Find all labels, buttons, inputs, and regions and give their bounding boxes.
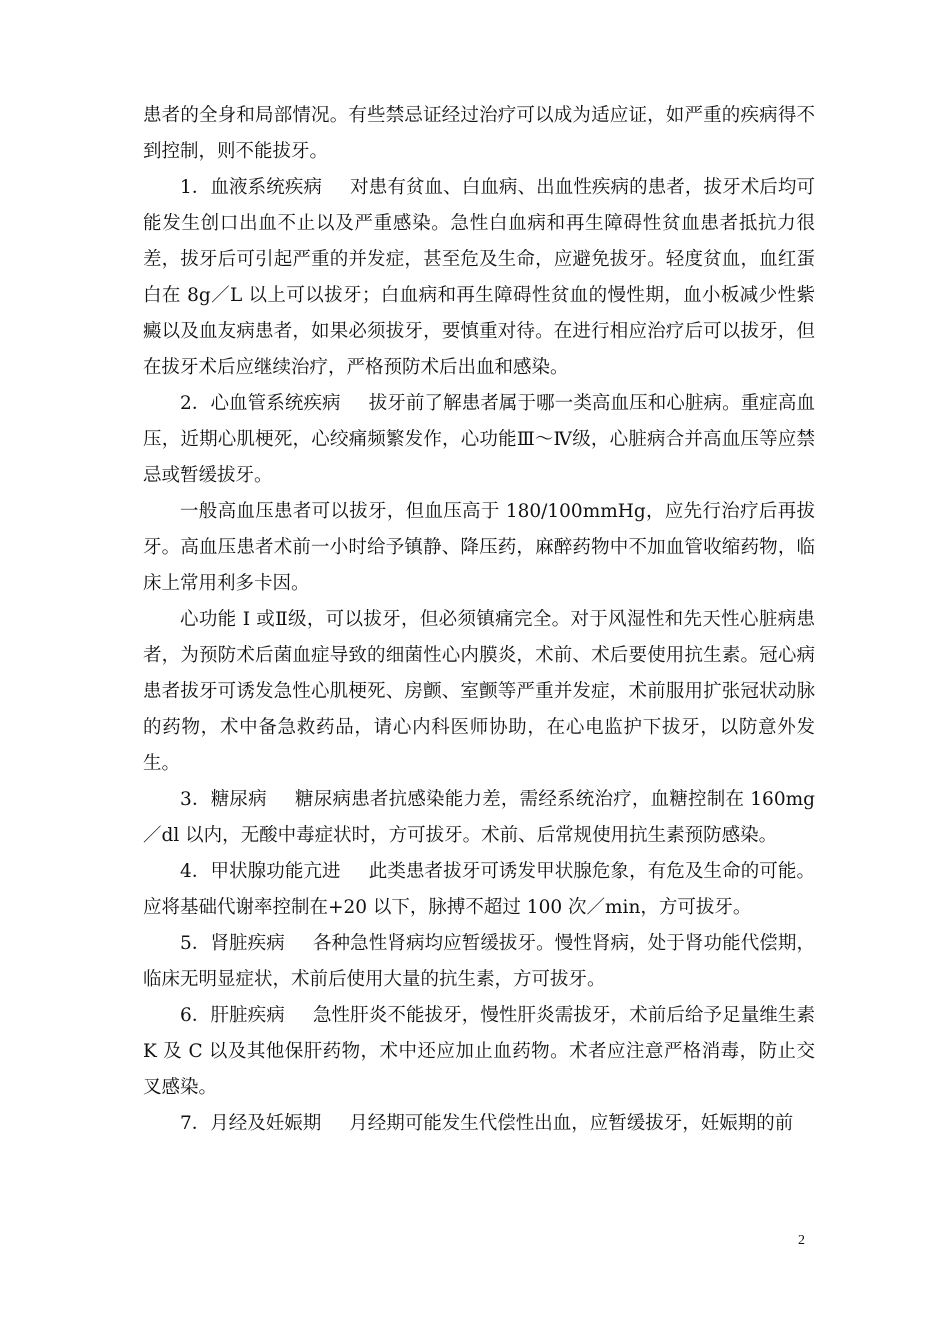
paragraph-text: 各种急性肾病均应暂缓拔牙。慢性肾病，处于肾功能代偿期，临床无明显症状，术前后使用大量的抗生素，方可拔牙。 xyxy=(143,933,815,990)
paragraph-intro-continuation xyxy=(143,98,815,170)
section-heading: 2．心血管系统疾病 xyxy=(180,393,341,414)
section-heading: 6．肝脏疾病 xyxy=(180,1005,285,1026)
paragraph-text: 一般高血压患者可以拔牙，但血压高于 180/100mmHg，应先行治疗后再拔牙。高血压患者术前一小时给予镇静、降压药，麻醉药物中不加血管收缩药物，临床上常用利多卡因。 xyxy=(143,501,815,594)
section-heading: 3．糖尿病 xyxy=(180,789,267,810)
paragraph-text: 拔牙前了解患者属于哪一类高血压和心脏病。重症高血压，近期心肌梗死，心绞痛频繁发作，心功能Ⅲ～Ⅳ级，心脏病合并高血压等应禁忌或暂缓拔牙。 xyxy=(143,393,815,486)
paragraph-kidney-disease xyxy=(143,926,815,998)
paragraph-text: 月经期可能发生代偿性出血，应暂缓拔牙，妊娠期的前 xyxy=(349,1113,794,1134)
paragraph-text: 急性肝炎不能拔牙，慢性肝炎需拔牙，术前后给予足量维生素 K 及 C 以及其他保肝药物，术中还应加止血药物。术者应注意严格消毒，防止交叉感染。 xyxy=(143,1005,815,1098)
section-heading: 5．肾脏疾病 xyxy=(180,933,285,954)
paragraph-heart-function xyxy=(143,602,815,782)
paragraph-text: 此类患者拔牙可诱发甲状腺危象，有危及生命的可能。应将基础代谢率控制在+20 以下，脉搏不超过 100 次／min，方可拔牙。 xyxy=(143,861,815,918)
paragraph-text: 患者的全身和局部情况。有些禁忌证经过治疗可以成为适应证，如严重的疾病得不到控制，则不能拔牙。 xyxy=(143,105,815,162)
paragraph-menstruation-pregnancy xyxy=(143,1106,815,1142)
paragraph-text: 对患有贫血、白血病、出血性疾病的患者，拔牙术后均可能发生创口出血不止以及严重感染。急性白血病和再生障碍性贫血患者抵抗力很差，拔牙后可引起严重的并发症，甚至危及生命，应避免拔牙。轻度贫血，血红蛋白在 8g／L 以上可以拔牙；白血病和再生障碍性贫血的慢性期，血小板减少性紫癜以及血友病患者，如果必须拔牙，要慎重对待。在进行相应治疗后可以拔牙，但在拔牙术后应继续治疗，严格预防术后出血和感染。 xyxy=(143,177,815,378)
page-number: 2 xyxy=(798,1233,805,1248)
body-text xyxy=(143,98,815,1142)
section-heading: 1．血液系统疾病 xyxy=(180,177,323,198)
paragraph-liver-disease xyxy=(143,998,815,1106)
paragraph-text: 糖尿病患者抗感染能力差，需经系统治疗，血糖控制在 160mg／dl 以内，无酸中毒症状时，方可拔牙。术前、后常规使用抗生素预防感染。 xyxy=(143,789,815,846)
section-heading: 7．月经及妊娠期 xyxy=(180,1113,322,1134)
paragraph-cardiovascular xyxy=(143,386,815,494)
paragraph-diabetes xyxy=(143,782,815,854)
paragraph-hypertension xyxy=(143,494,815,602)
paragraph-text: 心功能 I 或Ⅱ级，可以拔牙，但必须镇痛完全。对于风湿性和先天性心脏病患者，为预防术后菌血症导致的细菌性心内膜炎，术前、术后要使用抗生素。冠心病患者拔牙可诱发急性心肌梗死、房颤、室颤等严重并发症，术前服用扩张冠状动脉的药物，术中备急救药品，请心内科医师协助，在心电监护下拔牙，以防意外发生。 xyxy=(143,609,815,774)
paragraph-hyperthyroidism xyxy=(143,854,815,926)
section-heading: 4．甲状腺功能亢进 xyxy=(180,861,341,882)
paragraph-blood-disease xyxy=(143,170,815,386)
